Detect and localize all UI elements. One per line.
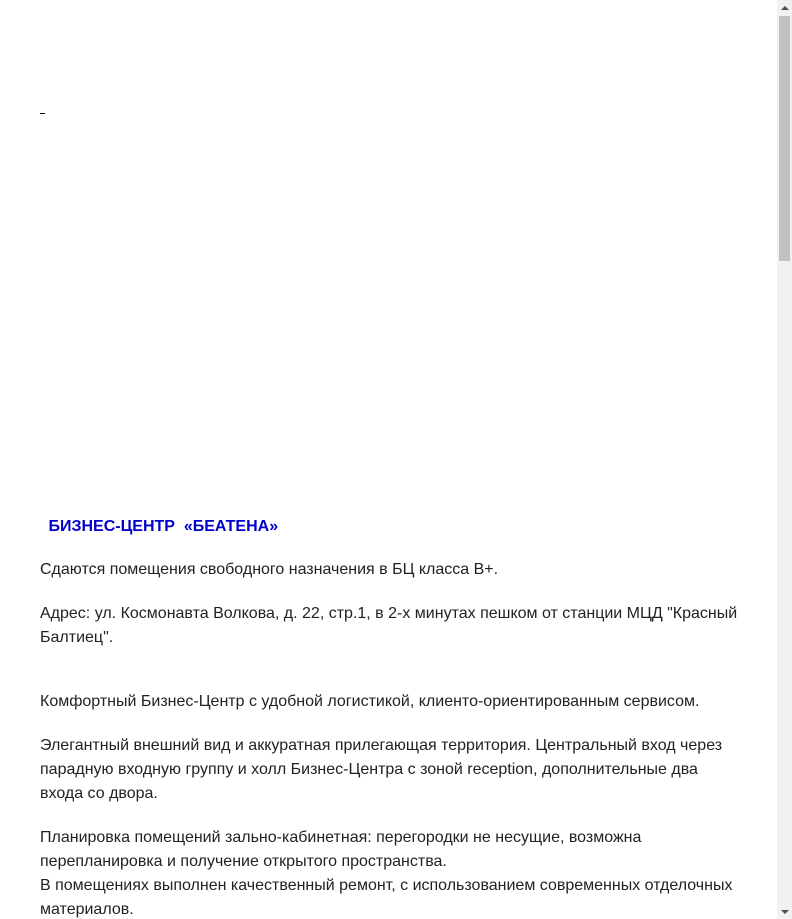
vertical-scrollbar[interactable] bbox=[777, 0, 792, 919]
paragraph-comfort: Комфортный Бизнес-Центр с удобной логистикой, клиенто-ориентированным сервисом. bbox=[40, 693, 700, 710]
page-title: БИЗНЕС-ЦЕНТР «БЕАТЕНА» bbox=[44, 518, 279, 535]
paragraph-exterior: Элегантный внешний вид и аккуратная прилегающая территория. Центральный вход через парадную входную группу и холл Бизнес-Центра с зоной reception, дополнительные два входа со двора. bbox=[40, 737, 723, 802]
scroll-down-button[interactable] bbox=[777, 904, 792, 919]
paragraph-layout: Планировка помещений зально-кабинетная: перегородки не несущие, возможна перепланировка и получение открытого пространства. bbox=[40, 829, 642, 870]
paragraph-offer: Сдаются помещения свободного назначения в БЦ класса В+. bbox=[40, 561, 499, 578]
scroll-up-button[interactable] bbox=[777, 0, 792, 15]
underscore-mark bbox=[40, 113, 45, 114]
scrollbar-thumb[interactable] bbox=[779, 16, 790, 261]
triangle-down-icon bbox=[781, 910, 789, 914]
triangle-up-icon bbox=[781, 6, 789, 10]
paragraph-address: Адрес: ул. Космонавта Волкова, д. 22, стр.1, в 2-х минутах пешком от станции МЦД "Красный Балтиец". bbox=[40, 605, 738, 646]
paragraph-renovation: В помещениях выполнен качественный ремонт, с использованием современных отделочных материалов. bbox=[40, 877, 733, 918]
